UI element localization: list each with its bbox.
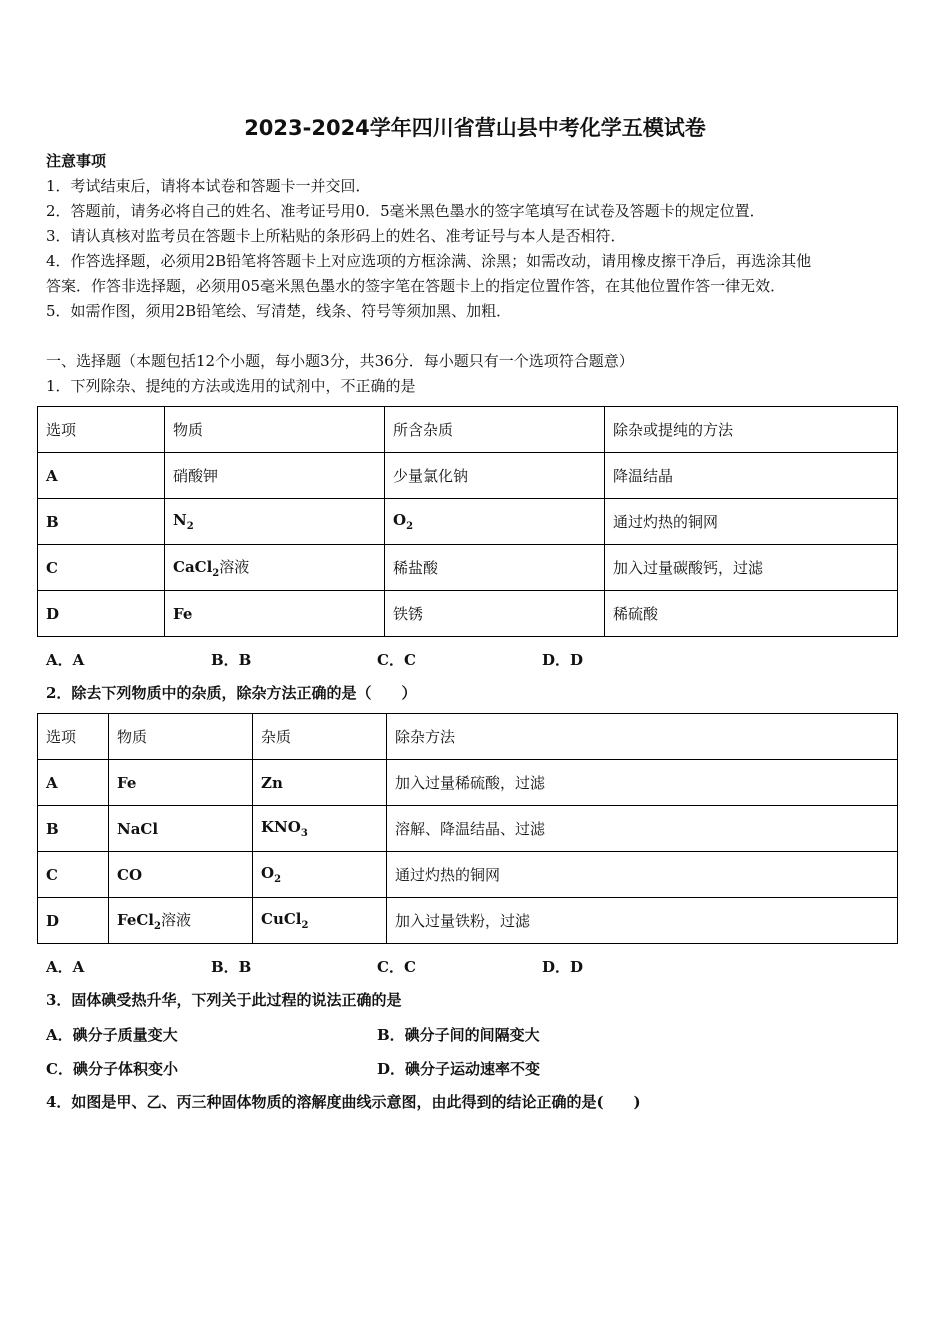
option-cell: C: [38, 852, 109, 898]
formula-main: N: [173, 511, 187, 529]
formula-subscript: 2: [274, 874, 282, 885]
substance-cell: CO: [109, 852, 253, 898]
choice-c[interactable]: C．C: [377, 958, 416, 976]
question-2-stem: 2．除去下列物质中的杂质，除杂方法正确的是（ ）: [46, 684, 417, 702]
formula-tail: 溶液: [160, 911, 191, 929]
impurity-cell: Zn: [253, 760, 387, 806]
formula-subscript: 2: [154, 921, 161, 932]
method-cell: 降温结晶: [605, 453, 898, 499]
impurity-cell: 少量氯化钠: [385, 453, 605, 499]
choice-b[interactable]: B．B: [211, 651, 252, 669]
choice-a[interactable]: A．A: [46, 958, 85, 976]
page-title: 2023-2024学年四川省营山县中考化学五模试卷: [244, 116, 706, 140]
option-cell: C: [38, 545, 165, 591]
choice-d[interactable]: D．D: [542, 958, 584, 976]
table-header-cell: 杂质: [253, 714, 387, 760]
formula-subscript: 2: [301, 920, 309, 931]
choice-d[interactable]: D．D: [542, 651, 584, 669]
table-header-row: [38, 714, 898, 760]
question-1-choices: [46, 649, 746, 669]
formula-subscript: 2: [406, 521, 414, 532]
option-cell: D: [38, 591, 165, 637]
method-cell: 溶解、降温结晶、过滤: [387, 806, 898, 852]
method-cell: 通过灼热的铜网: [387, 852, 898, 898]
substance-cell: [109, 898, 253, 944]
formula-subscript: 2: [186, 521, 194, 532]
notice-item: 5．如需作图，须用2B铅笔绘、写清楚，线条、符号等须加黑、加粗．: [46, 302, 512, 320]
section-heading: 一、选择题（本题包括12个小题，每小题3分，共36分．每小题只有一个选项符合题意）: [46, 352, 634, 370]
table-row: [38, 545, 898, 591]
formula-main: CaCl: [173, 558, 213, 576]
choice-a[interactable]: A．A: [46, 651, 85, 669]
table-header-row: [38, 407, 898, 453]
notice-item: 4．作答选择题，必须用2B铅笔将答题卡上对应选项的方框涂满、涂黑；如需改动，请用橡皮擦干净后，再选涂其他: [46, 252, 812, 270]
option-cell: A: [38, 453, 165, 499]
choice-c[interactable]: C．C: [377, 651, 416, 669]
substance-cell: NaCl: [109, 806, 253, 852]
table-row: [38, 760, 898, 806]
formula-main: O: [393, 511, 407, 529]
option-cell: A: [38, 760, 109, 806]
notice-item: 1．考试结束后，请将本试卷和答题卡一并交回．: [46, 177, 371, 195]
method-cell: 加入过量稀硫酸，过滤: [387, 760, 898, 806]
question-2-choices: [46, 956, 746, 976]
notice-heading: 注意事项: [46, 152, 107, 170]
formula-subscript: 2: [212, 568, 220, 579]
formula-main: CuCl: [261, 910, 302, 928]
option-cell: D: [38, 898, 109, 944]
substance-cell: Fe: [109, 760, 253, 806]
notice-item: 3．请认真核对监考员在答题卡上所粘贴的条形码上的姓名、准考证号与本人是否相符．: [46, 227, 626, 245]
table-header-cell: 除杂或提纯的方法: [605, 407, 898, 453]
table-header-cell: 选项: [38, 714, 109, 760]
table-header-cell: 所含杂质: [385, 407, 605, 453]
question-3-choices-row-1: [46, 1024, 746, 1044]
table-header-cell: 物质: [165, 407, 385, 453]
impurity-cell: 铁锈: [385, 591, 605, 637]
substance-cell: [165, 545, 385, 591]
choice-a[interactable]: A．碘分子质量变大: [46, 1026, 178, 1044]
formula-main: O: [261, 864, 275, 882]
choice-b[interactable]: B．碘分子间的间隔变大: [377, 1026, 540, 1044]
table-header-cell: 除杂方法: [387, 714, 898, 760]
formula-main: KNO: [261, 818, 301, 836]
impurity-cell: [253, 852, 387, 898]
table-row: [38, 806, 898, 852]
impurity-cell: [385, 499, 605, 545]
question-1-stem: 1．下列除杂、提纯的方法或选用的试剂中，不正确的是: [46, 377, 416, 395]
question-3-stem: 3．固体碘受热升华，下列关于此过程的说法正确的是: [46, 991, 402, 1009]
option-cell: B: [38, 806, 109, 852]
impurity-cell: [253, 898, 387, 944]
formula-main: FeCl: [117, 911, 155, 929]
substance-cell: [165, 499, 385, 545]
table-row: [38, 898, 898, 944]
option-cell: B: [38, 499, 165, 545]
formula-subscript: 3: [300, 828, 308, 839]
table-row: [38, 499, 898, 545]
question-2-table: [37, 713, 898, 944]
impurity-cell: [253, 806, 387, 852]
notice-item: 2．答题前，请务必将自己的姓名、准考证号用0．5毫米黑色墨水的签字笔填写在试卷及答题卡的规定位置．: [46, 202, 765, 220]
method-cell: 通过灼热的铜网: [605, 499, 898, 545]
formula-tail: 溶液: [219, 558, 250, 576]
impurity-cell: 稀盐酸: [385, 545, 605, 591]
substance-cell: Fe: [165, 591, 385, 637]
method-cell: 加入过量碳酸钙，过滤: [605, 545, 898, 591]
question-1-table: [37, 406, 898, 637]
choice-d[interactable]: D．碘分子运动速率不变: [377, 1060, 541, 1078]
notice-item: 答案．作答非选择题，必须用05毫米黑色墨水的签字笔在答题卡上的指定位置作答，在其他位置作答一律无效．: [46, 277, 786, 295]
substance-cell: 硝酸钾: [165, 453, 385, 499]
table-row: [38, 852, 898, 898]
table-row: [38, 591, 898, 637]
question-4-stem: 4．如图是甲、乙、丙三种固体物质的溶解度曲线示意图，由此得到的结论正确的是( ): [46, 1093, 641, 1111]
table-row: [38, 453, 898, 499]
question-3-choices-row-2: [46, 1058, 746, 1078]
choice-c[interactable]: C．碘分子体积变小: [46, 1060, 178, 1078]
method-cell: 稀硫酸: [605, 591, 898, 637]
method-cell: 加入过量铁粉，过滤: [387, 898, 898, 944]
table-header-cell: 物质: [109, 714, 253, 760]
choice-b[interactable]: B．B: [211, 958, 252, 976]
table-header-cell: 选项: [38, 407, 165, 453]
